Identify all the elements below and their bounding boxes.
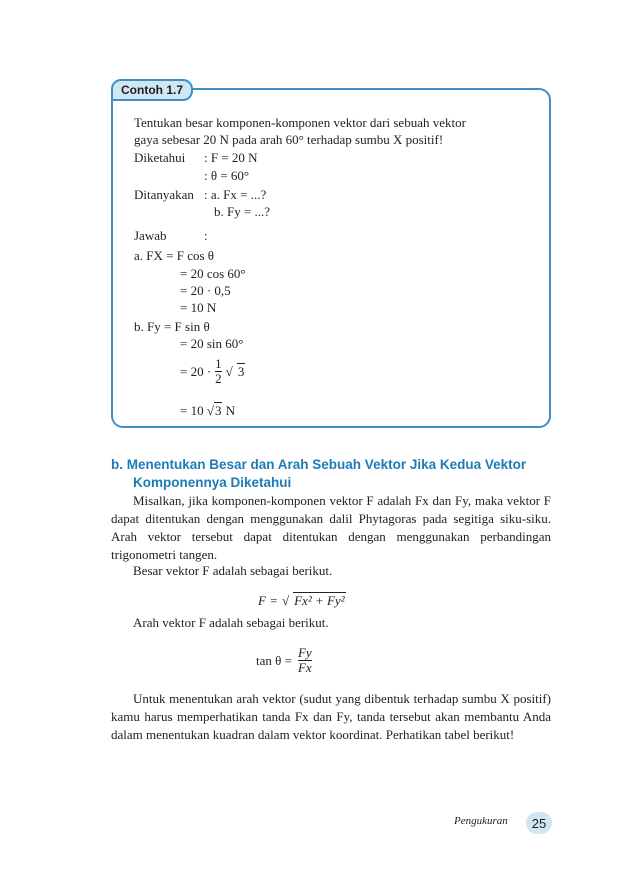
b-fraction xyxy=(215,357,222,386)
answer-a-line-4: = 10 N xyxy=(180,300,217,315)
asked-label: Ditanyakan xyxy=(134,187,194,202)
b-frac-prefix: = 20 · xyxy=(180,363,212,379)
formula1-lhs: F = xyxy=(258,592,278,608)
answer-a-line-2: = 20 cos 60° xyxy=(180,266,246,281)
known-f: : F = 20 N xyxy=(204,150,258,165)
b-final-unit: N xyxy=(225,403,236,418)
problem-line-2: gaya sebesar 20 N pada arah 60° terhadap sumbu X positif! xyxy=(134,132,444,147)
formula1-rhs: Fx² + Fy² xyxy=(294,593,345,608)
b-final-prefix: = 10 xyxy=(180,403,204,418)
answer-a-line-3: = 20 · 0,5 xyxy=(180,283,231,298)
formula2-den: Fx xyxy=(297,660,312,675)
known-label: Diketahui xyxy=(134,150,186,165)
asked-b: b. Fy = ...? xyxy=(214,204,271,219)
formula-direction xyxy=(256,646,312,675)
paragraph-2: Besar vektor F adalah sebagai berikut. xyxy=(133,563,333,578)
paragraph-3: Arah vektor F adalah sebagai berikut. xyxy=(133,615,329,630)
answer-b-line-2: = 20 sin 60° xyxy=(180,336,244,351)
formula2-fraction xyxy=(298,646,312,675)
formula2-num: Fy xyxy=(297,645,312,660)
paragraph-1: Misalkan, jika komponen-komponen vektor F adalah Fx dan Fy, maka vektor F dapat ditentukan dengan menggunakan dalil Phytagoras pada segitiga siku-siku. Arah vektor tersebut dapat ditentukan dengan menggunakan perbandingan trigonometri tangen. xyxy=(111,493,551,562)
formula2-lhs: tan θ = xyxy=(256,652,292,668)
section-heading-line-1: b. Menentukan Besar dan Arah Sebuah Vektor Jika Kedua Vektor xyxy=(111,457,527,472)
formula-magnitude xyxy=(258,592,346,609)
paragraph-4: Untuk menentukan arah vektor (sudut yang dibentuk terhadap sumbu X positif) kamu harus memperhatikan tanda Fx dan Fy, tanda tersebut akan membantu Anda dalam menentukan kuadran dalam vektor koordinat. Perhatikan tabel berikut! xyxy=(111,691,551,742)
section-heading xyxy=(111,456,551,492)
known-theta: : θ = 60° xyxy=(204,168,250,183)
answer-colon: : xyxy=(204,228,208,243)
b-frac-den: 2 xyxy=(215,371,222,386)
b-frac-num: 1 xyxy=(215,356,222,371)
answer-b-fraction-row xyxy=(180,357,245,386)
section-heading-line-2: Komponennya Diketahui xyxy=(133,475,292,490)
b-final-sqrt: 3 xyxy=(214,403,222,418)
answer-a-line-1: a. FX = F cos θ xyxy=(134,248,215,263)
sqrt-icon: √ xyxy=(225,363,233,379)
answer-label: Jawab xyxy=(134,228,167,243)
sqrt-icon: √ xyxy=(281,592,290,608)
example-label: Contoh 1.7 xyxy=(111,79,193,101)
footer-chapter: Pengukuran xyxy=(454,815,508,827)
problem-line-1: Tentukan besar komponen-komponen vektor dari sebuah vektor xyxy=(134,115,466,130)
answer-b-final xyxy=(180,402,235,419)
page-number: 25 xyxy=(526,812,552,834)
asked-a: : a. Fx = ...? xyxy=(204,187,267,202)
sqrt-icon: √ xyxy=(206,403,214,418)
answer-b-line-1: b. Fy = F sin θ xyxy=(134,319,210,334)
b-sqrt-value: 3 xyxy=(237,364,245,379)
